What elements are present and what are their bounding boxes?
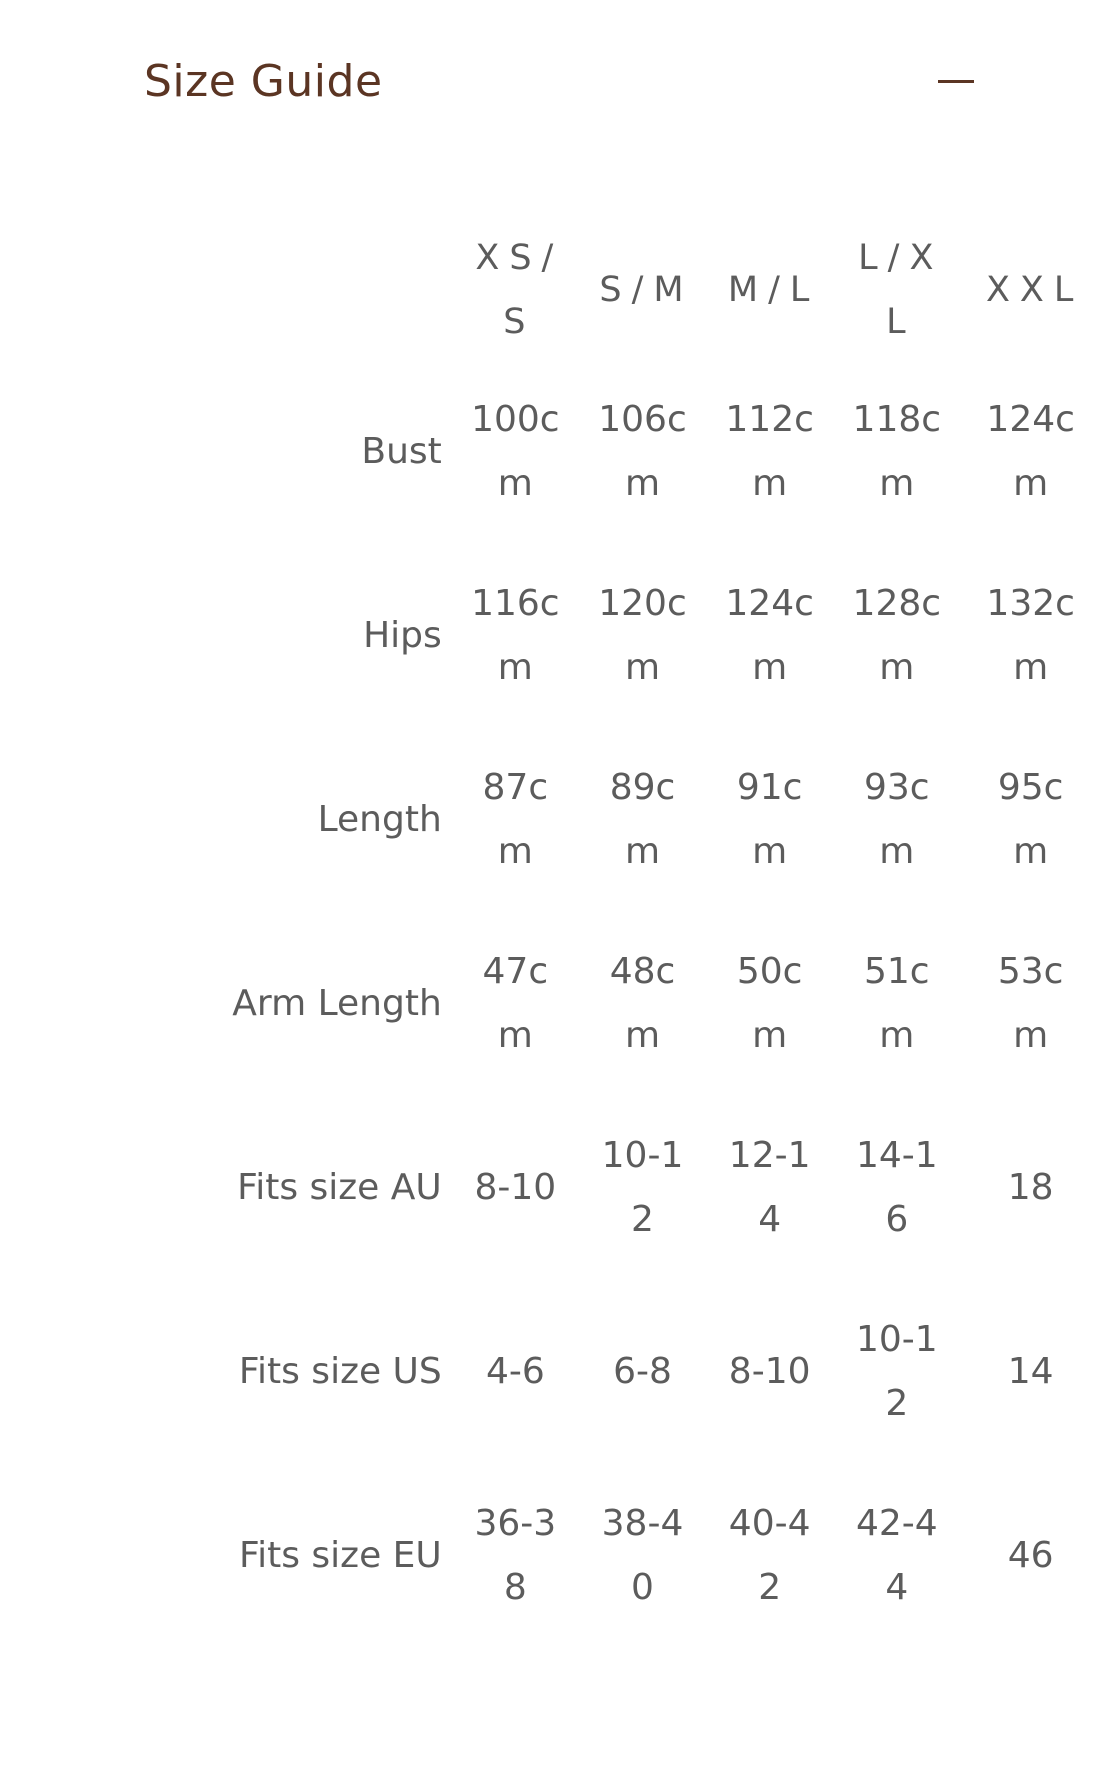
measurement-cell: 36-38 <box>474 1503 557 1608</box>
measurement-cell: 51cm <box>864 951 930 1056</box>
row-label: Arm Length <box>232 983 442 1024</box>
measurement-cell: 6-8 <box>613 1351 672 1392</box>
minus-icon <box>938 80 974 83</box>
measurement-cell: 89cm <box>609 767 676 872</box>
size-column-header: XXL <box>985 270 1084 310</box>
table-row-fits-eu <box>0 1464 1101 1648</box>
size-guide-accordion-header[interactable] <box>0 0 1101 170</box>
row-label: Length <box>317 799 442 840</box>
measurement-cell: 18 <box>1007 1167 1054 1208</box>
measurement-cell: 4-6 <box>485 1351 545 1392</box>
size-guide-title: Size Guide <box>144 56 383 107</box>
table-row-fits-au <box>0 1096 1101 1280</box>
table-row-fits-us <box>0 1280 1101 1464</box>
measurement-cell: 8-10 <box>728 1351 811 1392</box>
row-label: Bust <box>361 431 442 472</box>
table-row-arm-length <box>0 912 1101 1096</box>
measurement-cell: 120cm <box>598 583 687 688</box>
measurement-cell: 38-40 <box>601 1503 684 1608</box>
measurement-cell: 53cm <box>997 951 1064 1056</box>
measurement-cell: 48cm <box>609 951 676 1056</box>
size-chart-table <box>0 220 1101 1648</box>
measurement-cell: 10-12 <box>855 1319 938 1424</box>
measurement-cell: 91cm <box>736 767 803 872</box>
size-column-header: L/XL <box>858 238 944 342</box>
measurement-cell: 100cm <box>471 399 560 504</box>
measurement-cell: 40-42 <box>728 1503 811 1608</box>
measurement-cell: 132cm <box>986 583 1075 688</box>
row-label: Fits size US <box>238 1351 442 1392</box>
measurement-cell: 95cm <box>997 767 1064 872</box>
size-column-header: M/L <box>727 270 820 310</box>
table-row-length <box>0 728 1101 912</box>
row-label: Fits size EU <box>239 1535 442 1576</box>
measurement-cell: 106cm <box>598 399 687 504</box>
measurement-cell: 14 <box>1007 1351 1054 1392</box>
row-label: Hips <box>363 615 442 656</box>
measurement-cell: 87cm <box>482 767 549 872</box>
measurement-cell: 12-14 <box>728 1135 811 1240</box>
size-header-row <box>0 220 1101 360</box>
size-column-header: XS/S <box>475 238 564 342</box>
measurement-cell: 128cm <box>852 583 942 688</box>
measurement-cell: 8-10 <box>474 1167 557 1208</box>
collapse-toggle-button[interactable] <box>938 60 974 100</box>
measurement-cell: 47cm <box>482 951 549 1056</box>
measurement-cell: 46 <box>1007 1535 1054 1576</box>
table-row-hips <box>0 544 1101 728</box>
measurement-cell: 93cm <box>864 767 930 872</box>
table-row-bust <box>0 360 1101 544</box>
measurement-cell: 116cm <box>471 583 560 688</box>
measurement-cell: 14-16 <box>855 1135 938 1240</box>
measurement-cell: 42-44 <box>855 1503 938 1608</box>
size-column-header: S/M <box>599 270 694 310</box>
measurement-cell: 112cm <box>725 399 814 504</box>
measurement-cell: 10-12 <box>601 1135 684 1240</box>
row-label: Fits size AU <box>237 1167 442 1208</box>
corner-cell <box>0 220 452 360</box>
measurement-cell: 124cm <box>725 583 814 688</box>
measurement-cell: 118cm <box>852 399 942 504</box>
measurement-cell: 124cm <box>986 399 1075 504</box>
measurement-cell: 50cm <box>736 951 803 1056</box>
